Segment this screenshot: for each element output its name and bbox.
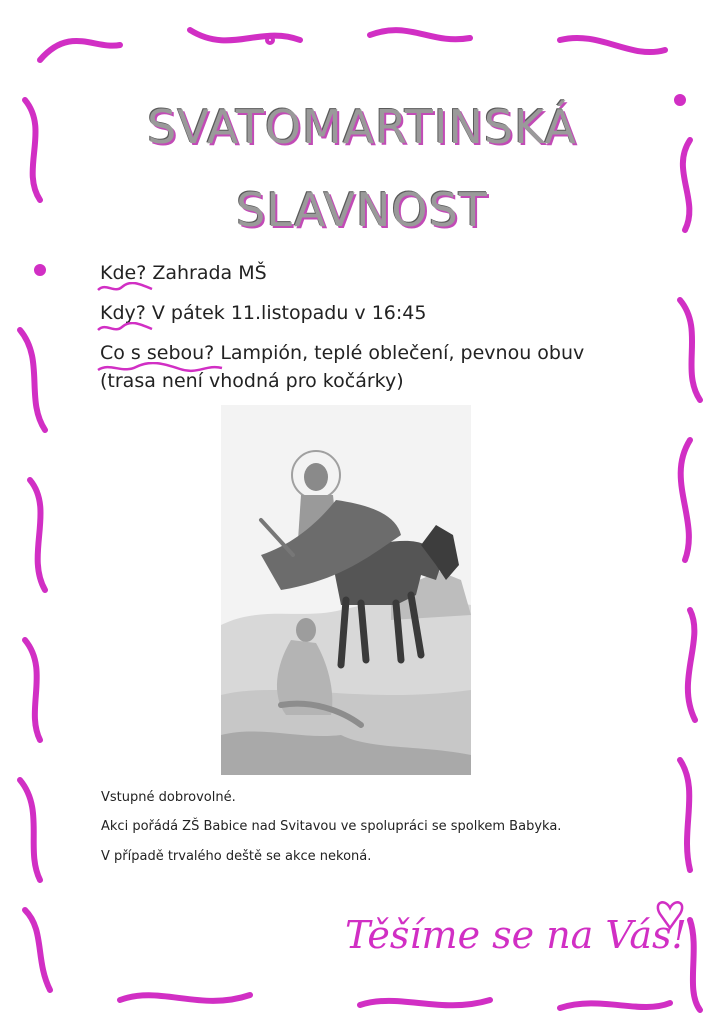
saint-martin-drawing [221, 405, 471, 775]
underline-squiggle [96, 322, 156, 334]
underline-squiggle [96, 362, 226, 374]
info-bring [100, 342, 584, 364]
note-organizer: Akci pořádá ZŠ Babice nad Svitavou ve spolupráci se spolkem Babyka. [101, 819, 562, 834]
info-where [100, 262, 267, 284]
where-label: Kde? [100, 262, 147, 284]
note-rain: V případě trvalého deště se akce nekoná. [101, 849, 372, 864]
info-bring-note: (trasa není vhodná pro kočárky) [100, 370, 404, 392]
where-value: Zahrada MŠ [146, 262, 267, 284]
handwritten-signature [335, 890, 695, 970]
bring-label: Co s sebou? [100, 342, 215, 364]
bring-value: Lampión, teplé oblečení, pevnou obuv [214, 342, 585, 364]
page-title-line2: SLAVNOST [236, 183, 488, 237]
saint-martin-illustration [221, 405, 471, 775]
when-value: V pátek 11.listopadu v 16:45 [145, 302, 427, 324]
page-title-line1: SVATOMARTINSKÁ [147, 100, 577, 154]
when-label: Kdy? [100, 302, 146, 324]
signature-text: Těšíme se na Vás! [345, 913, 687, 957]
underline-squiggle [96, 282, 156, 294]
note-entry: Vstupné dobrovolné. [101, 790, 236, 805]
info-when [100, 302, 426, 324]
